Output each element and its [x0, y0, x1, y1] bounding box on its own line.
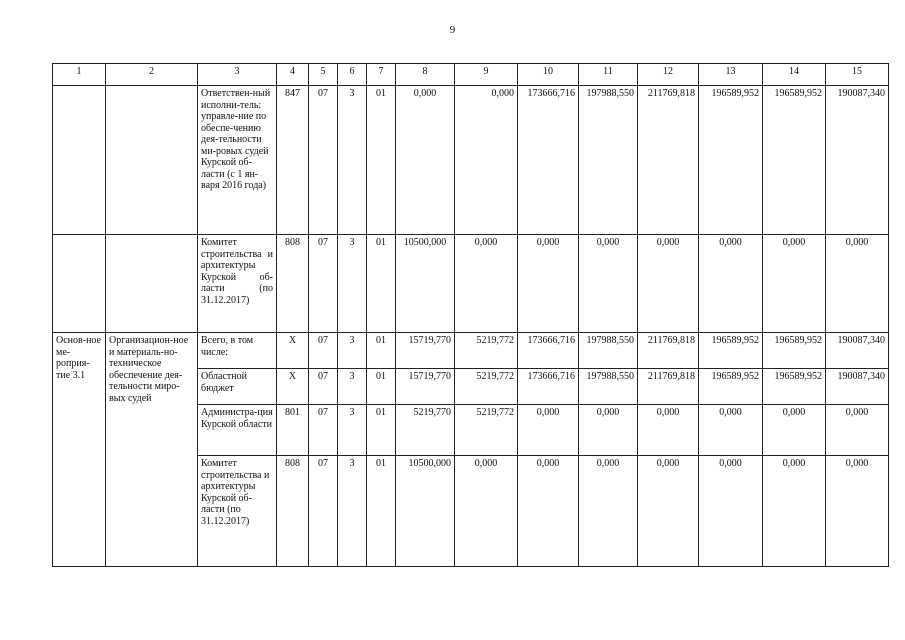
table-cell: 5219,772: [455, 333, 518, 369]
table-cell: 173666,716: [518, 333, 579, 369]
table-cell: 0,000: [455, 86, 518, 235]
table-cell: 197988,550: [579, 86, 638, 235]
executor-cell: Комитет строительства и архитектуры Курской об-ласти (по 31.12.2017): [198, 235, 277, 333]
table-cell: 196589,952: [763, 86, 826, 235]
table-cell: 01: [367, 235, 396, 333]
table-cell: 3: [338, 235, 367, 333]
table-cell: 0,000: [638, 235, 699, 333]
header-cell: 11: [579, 64, 638, 86]
executor-cell: Ответствен-ный исполни-тель: управле-ние по обеспе-чению дея-тельности ми-ровых судей Курской об-ласти (с 1 ян-варя 2016 года): [198, 86, 277, 235]
header-cell: 8: [396, 64, 455, 86]
table-cell: 07: [309, 333, 338, 369]
executor-cell: Областной бюджет: [198, 369, 277, 405]
header-cell: 3: [198, 64, 277, 86]
table-cell: 197988,550: [579, 369, 638, 405]
table-row: [53, 333, 889, 369]
table-cell: 07: [309, 369, 338, 405]
table-cell: 10500,000: [396, 456, 455, 567]
table-cell-empty: [106, 235, 198, 333]
executor-cell: Комитет строительства и архитектуры Курской об-ласти (по 31.12.2017): [198, 456, 277, 567]
executor-cell: Администра-ция Курской области: [198, 405, 277, 456]
table-cell: 190087,340: [826, 86, 889, 235]
header-cell: 14: [763, 64, 826, 86]
header-cell: 7: [367, 64, 396, 86]
table-cell: 847: [277, 86, 309, 235]
table-cell: 10500,000: [396, 235, 455, 333]
table-cell: 0,000: [638, 456, 699, 567]
page-number: 9: [449, 24, 456, 36]
table-cell: 0,000: [699, 405, 763, 456]
table-cell: 0,000: [579, 235, 638, 333]
table-cell: 0,000: [518, 235, 579, 333]
table-cell: Х: [277, 333, 309, 369]
header-cell: 6: [338, 64, 367, 86]
table-cell: 15719,770: [396, 369, 455, 405]
table-cell: 190087,340: [826, 333, 889, 369]
table-row: [53, 235, 889, 333]
event-number-cell: Основ-ное ме-роприя-тие 3.1: [53, 333, 106, 567]
table-cell: 3: [338, 405, 367, 456]
table-cell: 07: [309, 235, 338, 333]
table-cell-empty: [106, 86, 198, 235]
table-cell: 0,000: [518, 456, 579, 567]
table-cell-empty: [53, 86, 106, 235]
table-cell: 0,000: [763, 235, 826, 333]
header-cell: 10: [518, 64, 579, 86]
table-cell: 3: [338, 333, 367, 369]
table-cell: 3: [338, 86, 367, 235]
table-cell: 196589,952: [699, 86, 763, 235]
table-cell: 196589,952: [699, 333, 763, 369]
table-cell: 5219,772: [455, 405, 518, 456]
table-cell: 173666,716: [518, 369, 579, 405]
table-cell: 0,000: [518, 405, 579, 456]
table-cell: 5219,770: [396, 405, 455, 456]
table-cell: 01: [367, 456, 396, 567]
table-cell: 0,000: [455, 456, 518, 567]
table-cell: 196589,952: [699, 369, 763, 405]
table-cell: 197988,550: [579, 333, 638, 369]
table-cell: 0,000: [455, 235, 518, 333]
header-row: [53, 64, 889, 86]
header-cell: 2: [106, 64, 198, 86]
budget-table: [52, 63, 889, 567]
table-cell: 196589,952: [763, 369, 826, 405]
table-cell: 0,000: [763, 456, 826, 567]
table-cell: 0,000: [826, 405, 889, 456]
table-cell: 3: [338, 456, 367, 567]
table-cell: 01: [367, 405, 396, 456]
table-cell-empty: [53, 235, 106, 333]
table-cell: 01: [367, 86, 396, 235]
table-cell: 3: [338, 369, 367, 405]
table-cell: 211769,818: [638, 86, 699, 235]
table-cell: 0,000: [579, 405, 638, 456]
table-cell: 01: [367, 333, 396, 369]
header-cell: 1: [53, 64, 106, 86]
table-cell: 07: [309, 405, 338, 456]
table-row: [53, 86, 889, 235]
header-cell: 12: [638, 64, 699, 86]
table-cell: 0,000: [763, 405, 826, 456]
table-cell: 0,000: [826, 235, 889, 333]
header-cell: 5: [309, 64, 338, 86]
table-cell: 211769,818: [638, 333, 699, 369]
table-cell: 190087,340: [826, 369, 889, 405]
table-cell: 801: [277, 405, 309, 456]
header-cell: 4: [277, 64, 309, 86]
table-cell: 0,000: [699, 456, 763, 567]
table-cell: 0,000: [699, 235, 763, 333]
table-cell: 808: [277, 235, 309, 333]
table-cell: 01: [367, 369, 396, 405]
header-cell: 15: [826, 64, 889, 86]
table-cell: 211769,818: [638, 369, 699, 405]
header-cell: 9: [455, 64, 518, 86]
table-cell: 15719,770: [396, 333, 455, 369]
table-cell: 07: [309, 456, 338, 567]
table-cell: 196589,952: [763, 333, 826, 369]
table-cell: Х: [277, 369, 309, 405]
table-cell: 07: [309, 86, 338, 235]
table-cell: 0,000: [396, 86, 455, 235]
table-cell: 5219,772: [455, 369, 518, 405]
table-cell: 0,000: [638, 405, 699, 456]
table-cell: 173666,716: [518, 86, 579, 235]
table-cell: 0,000: [579, 456, 638, 567]
executor-cell: Всего, в том числе:: [198, 333, 277, 369]
table-cell: 0,000: [826, 456, 889, 567]
table-cell: 808: [277, 456, 309, 567]
event-name-cell: Организацион-ное и материаль-но-техническое обеспечение дея-тельности миро-вых судей: [106, 333, 198, 567]
header-cell: 13: [699, 64, 763, 86]
